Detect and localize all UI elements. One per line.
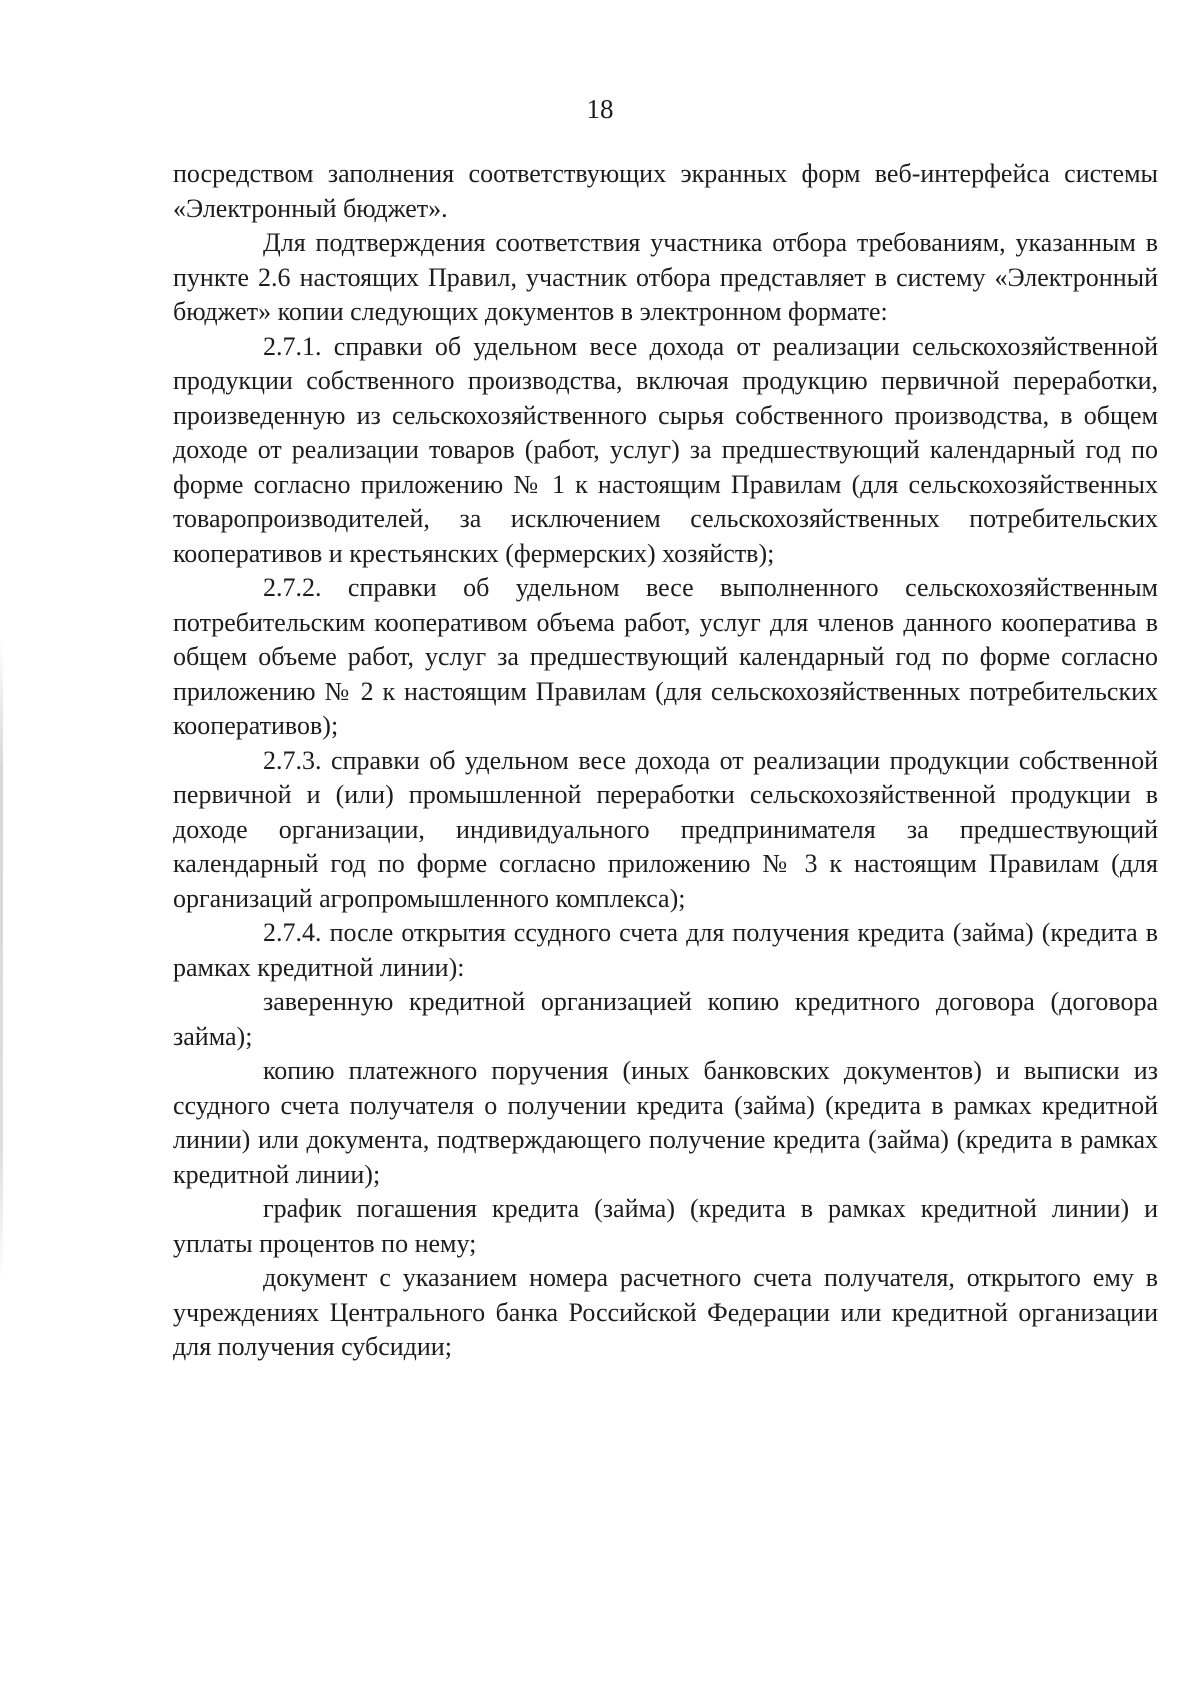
list-item-payment-order: копию платежного поручения (иных банковских документов) и выписки из ссудного счета получателя о получении кредита (займа) (кредита в рамках кредитной линии) или документа, подтверждающего получение кредита (займа) (кредита в рамках кредитной линии); xyxy=(173,1056,1158,1189)
paragraph-2-7-4: 2.7.4. после открытия ссудного счета для получения кредита (займа) (кредита в рамках кредитной линии): xyxy=(173,918,1158,982)
page-number: 18 xyxy=(586,94,614,124)
list-item-account-document: документ с указанием номера расчетного счета получателя, открытого ему в учреждениях Центрального банка Российской Федерации или кредитной организации для получения субсидии; xyxy=(173,1263,1158,1361)
paragraph-2-7-3: 2.7.3. справки об удельном весе дохода от реализации продукции собственной первичной и (или) промышленной переработки сельскохозяйственной продукции в доходе организации, индивидуального предпринимателя за предшествующий календарный год по форме согласно приложению № 3 к настоящим Правилам (для организаций агропромышленного комплекса); xyxy=(173,745,1158,913)
document-body xyxy=(173,157,1158,1365)
paragraph-intro: Для подтверждения соответствия участника отбора требованиям, указанным в пункте 2.6 настоящих Правил, участник отбора представляет в систему «Электронный бюджет» копии следующих документов в электронном формате: xyxy=(173,228,1158,326)
list-item-repayment-schedule: график погашения кредита (займа) (кредита в рамках кредитной линии) и уплаты процентов по нему; xyxy=(173,1194,1158,1258)
paragraph-2-7-2: 2.7.2. справки об удельном весе выполненного сельскохозяйственным потребительским кооперативом объема работ, услуг для членов данного кооператива в общем объеме работ, услуг за предшествующий календарный год по форме согласно приложению № 2 к настоящим Правилам (для сельскохозяйственных потребительских кооперативов); xyxy=(173,573,1158,740)
paragraph-2-7-1: 2.7.1. справки об удельном весе дохода от реализации сельскохозяйственной продукции собственного производства, включая продукцию первичной переработки, произведенную из сельскохозяйственного сырья собственного производства, в общем доходе от реализации товаров (работ, услуг) за предшествующий календарный год по форме согласно приложению № 1 к настоящим Правилам (для сельскохозяйственных товаропроизводителей, за исключением сельскохозяйственных потребительских кооперативов и крестьянских (фермерских) хозяйств); xyxy=(173,331,1158,568)
scan-edge-shadow xyxy=(0,640,3,1280)
paragraph-continuation: посредством заполнения соответствующих экранных форм веб-интерфейса системы «Электронный бюджет». xyxy=(173,159,1158,223)
list-item-credit-agreement: заверенную кредитной организацией копию кредитного договора (договора займа); xyxy=(173,987,1158,1051)
